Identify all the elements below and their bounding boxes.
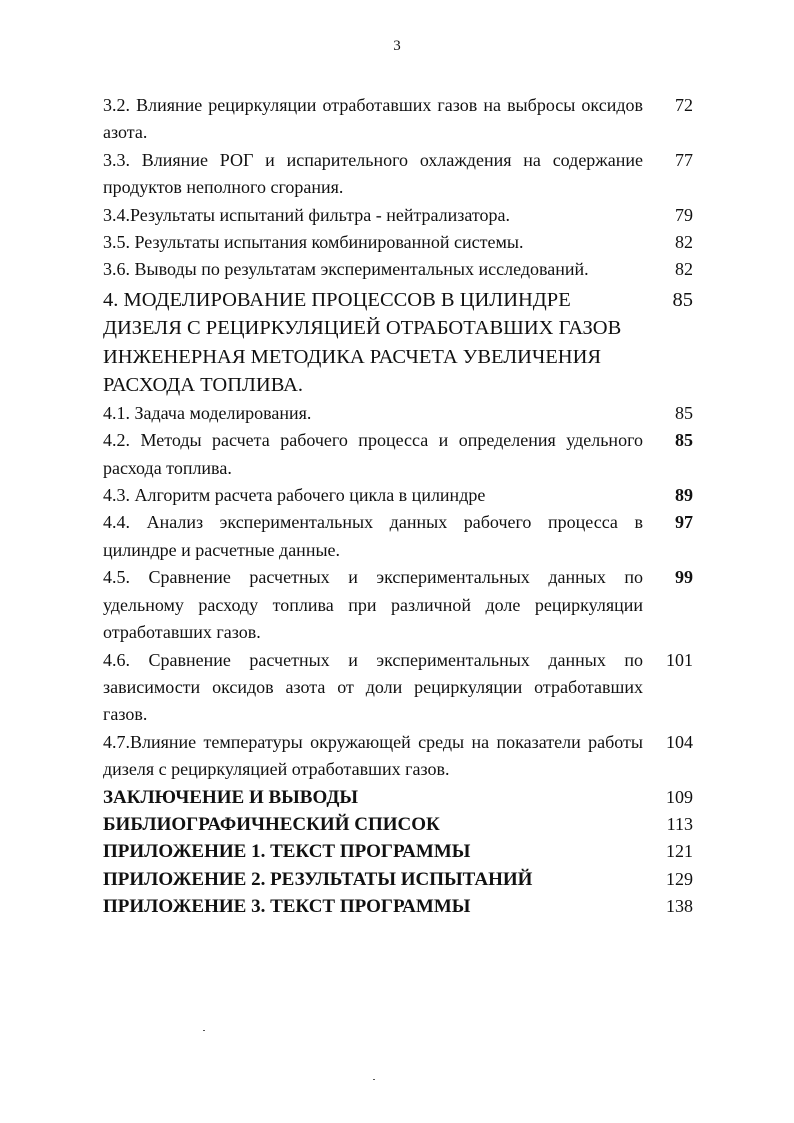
toc-entry-title: 4.5. Сравнение расчетных и экспериментальных данных по удельному расходу топлива при различной доле рециркуляции отработавших газов.	[103, 567, 643, 643]
toc-entry	[103, 202, 693, 229]
toc-entry-title: 3.6. Выводы по результатам экспериментальных исследований.	[103, 259, 589, 280]
toc-entry-page: 101	[666, 649, 693, 670]
toc-entry	[103, 229, 693, 256]
toc-entry-page: 72	[675, 95, 693, 115]
toc-entry	[103, 482, 693, 509]
toc-entry-title: ПРИЛОЖЕНИЕ 1. ТЕКСТ ПРОГРАММЫ	[103, 841, 471, 863]
toc-entry-title: 3.2. Влияние рециркуляции отработавших газов на выбросы оксидов азота.	[103, 95, 643, 143]
toc-entry	[103, 256, 693, 283]
toc-entry-page: 121	[666, 841, 693, 862]
toc-entry-page: 79	[675, 204, 693, 225]
toc-entry	[103, 564, 693, 646]
toc-entry-page: 77	[675, 149, 693, 170]
toc-entry-page: 82	[675, 232, 693, 253]
scan-speck	[203, 1030, 205, 1031]
toc-entry-title: 4.4. Анализ экспериментальных данных рабочего процесса в цилиндре и расчетные данные.	[103, 512, 643, 560]
scan-speck	[373, 1079, 375, 1080]
toc-entry-title: 4.6. Сравнение расчетных и экспериментальных данных по зависимости оксидов азота от доли рециркуляции отработавших газов.	[103, 649, 643, 725]
toc-entry-page: 109	[666, 786, 693, 807]
toc-entry-page: 85	[672, 288, 693, 311]
toc-entry-page: 85	[675, 430, 693, 451]
toc-entry	[103, 92, 693, 147]
toc-entry-page: 129	[666, 868, 693, 889]
toc-entry-title: ПРИЛОЖЕНИЕ 3. ТЕКСТ ПРОГРАММЫ	[103, 896, 471, 918]
toc-entry	[103, 427, 693, 482]
toc-chapter-heading	[103, 286, 693, 400]
toc-entry-page: 85	[675, 402, 693, 423]
toc-entry-title: 4.2. Методы расчета рабочего процесса и определения удельного расхода топлива.	[103, 430, 643, 478]
toc-entry-title: 4.7.Влияние температуры окружающей среды на показатели работы дизеля с рециркуляцией отработавших газов.	[103, 731, 643, 780]
toc-section	[103, 811, 693, 838]
page-number: 3	[393, 38, 401, 54]
table-of-contents	[103, 92, 693, 921]
toc-entry	[103, 647, 693, 729]
toc-entry-title: 4.1. Задача моделирования.	[103, 402, 312, 423]
toc-entry-page: 113	[666, 813, 693, 834]
toc-entry	[103, 400, 693, 427]
toc-entry-title: 3.4.Результаты испытаний фильтра - нейтрализатора.	[103, 204, 511, 225]
toc-entry-page: 138	[666, 896, 693, 917]
toc-entry-title: 4.3. Алгоритм расчета рабочего цикла в цилиндре	[103, 485, 486, 506]
toc-entry-title: ПРИЛОЖЕНИЕ 2. РЕЗУЛЬТАТЫ ИСПЫТАНИЙ	[103, 868, 533, 890]
toc-section	[103, 893, 693, 920]
toc-section	[103, 866, 693, 893]
toc-entry-page: 99	[675, 567, 693, 588]
toc-entry	[103, 509, 693, 564]
toc-entry	[103, 729, 693, 784]
toc-entry-page: 89	[675, 485, 693, 506]
toc-entry-title: ЗАКЛЮЧЕНИЕ И ВЫВОДЫ	[103, 786, 359, 808]
toc-entry-page: 97	[675, 512, 693, 533]
toc-entry	[103, 147, 693, 202]
toc-section	[103, 784, 693, 811]
toc-entry-title: 3.3. Влияние РОГ и испарительного охлаждения на содержание продуктов неполного сгорания.	[103, 149, 643, 198]
toc-entry-page: 82	[675, 259, 693, 280]
toc-entry-page: 104	[666, 731, 693, 752]
toc-entry-title: 4. МОДЕЛИРОВАНИЕ ПРОЦЕССОВ В ЦИЛИНДРЕ ДИЗЕЛЯ С РЕЦИРКУЛЯЦИЕЙ ОТРАБОТАВШИХ ГАЗОВ ИНЖЕНЕРНАЯ МЕТОДИКА РАСЧЕТА УВЕЛИЧЕНИЯ РАСХОДА ТОПЛИВА.	[103, 288, 622, 397]
toc-entry-title: 3.5. Результаты испытания комбинированной системы.	[103, 232, 524, 253]
toc-section	[103, 838, 693, 865]
toc-entry-title: БИБЛИОГРАФИЧНЕСКИЙ СПИСОК	[103, 813, 440, 835]
